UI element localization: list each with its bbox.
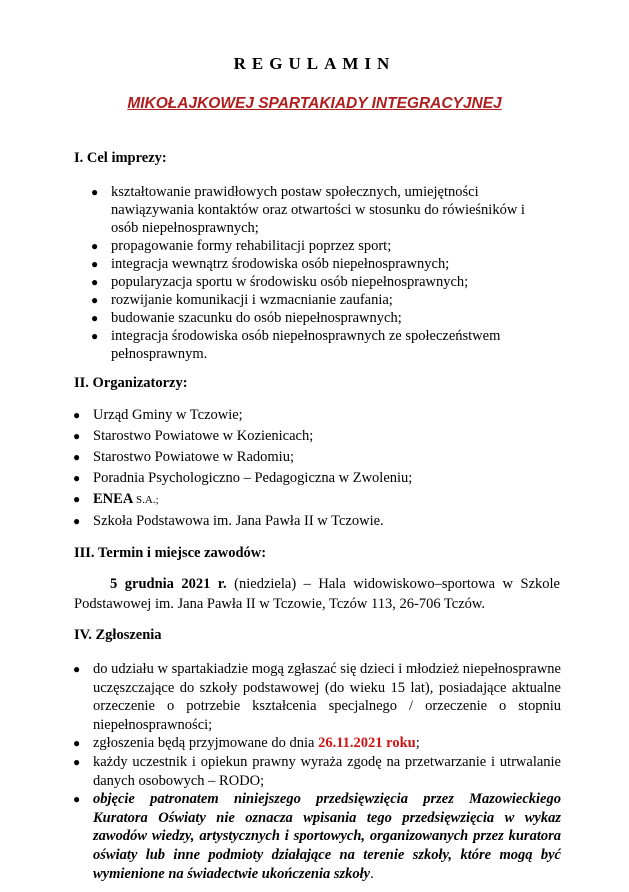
section-heading-organizatorzy: II. Organizatorzy: <box>74 375 188 391</box>
section-heading-cel: I. Cel imprezy: <box>74 150 167 166</box>
bullet-icon: ● <box>73 514 81 528</box>
bullet-icon: ● <box>73 736 81 751</box>
bullet-icon: ● <box>73 492 81 506</box>
list-item: ● budowanie szacunku do osób niepełnosprawnych; <box>91 310 402 326</box>
bullet-icon: ● <box>91 329 99 343</box>
list-item: ● objęcie patronatem niniejszego przedsięwzięcia przez Mazowieckiego Kuratora Oświaty nie oznacza wpisania tego przedsięwzięcia w wykaz zawodów wiedzy, artystycznych i sportowych, organizowanych przez kuratora oświaty lub inne podmioty działające na terenie szkoły, które mogą być wymienione na świadectwie ukończenia szkoły. <box>73 791 561 882</box>
bullet-icon: ● <box>73 792 81 807</box>
event-date: 5 grudnia 2021 r. <box>110 576 227 592</box>
list-item: ● rozwijanie komunikacji i wzmacnianie zaufania; <box>91 292 393 308</box>
event-location: (niedziela) – Hala widowiskowo–sportowa w Szkole Podstawowej im. Jana Pawła II w Tczowie, Tczów 113, 26-706 Tczów. <box>74 576 560 612</box>
bullet-icon: ● <box>73 408 81 422</box>
bullet-icon: ● <box>73 429 81 443</box>
patronage-note: objęcie patronatem niniejszego przedsięwzięcia przez Mazowieckiego Kuratora Oświaty nie oznacza wpisania tego przedsięwzięcia w wykaz zawodów wiedzy, artystycznych i sportowych, organizowanych przez kuratora oświaty lub inne podmioty działające na terenie szkoły, które mogą być wymienione na świadectwie ukończenia szkoły <box>93 791 561 882</box>
document-subtitle: MIKOŁAJKOWEJ SPARTAKIADY INTEGRACYJNEJ <box>127 95 502 112</box>
bullet-icon: ● <box>73 450 81 464</box>
bullet-icon: ● <box>91 257 99 271</box>
termin-paragraph <box>74 574 560 614</box>
list-item <box>73 489 533 511</box>
list-item: ● Poradnia Psychologiczno – Pedagogiczna w Zwoleniu; <box>93 468 533 489</box>
list-item: ● zgłoszenia będą przyjmowane do dnia 26.11.2021 roku; <box>73 735 420 752</box>
bullet-icon: ● <box>91 185 99 199</box>
list-item: ● integracja wewnątrz środowiska osób niepełnosprawnych; <box>91 256 450 272</box>
list-item: ● Urząd Gminy w Tczowie; <box>93 405 533 426</box>
list-item: ● kształtowanie prawidłowych postaw społecznych, umiejętności nawiązywania kontaktów oraz otwartości w stosunku do rówieśników i osób niepełnosprawnych; <box>91 184 525 236</box>
bullet-icon: ● <box>91 239 99 253</box>
cel-list <box>91 183 551 363</box>
list-item: ● każdy uczestnik i opiekun prawny wyraża zgodę na przetwarzanie i utrwalanie danych osobowych – RODO; <box>73 753 561 789</box>
bullet-icon: ● <box>91 293 99 307</box>
document-title: REGULAMIN <box>233 54 396 73</box>
list-item: ● popularyzacja sportu w środowisku osób niepełnosprawnych; <box>91 274 469 290</box>
section-heading-termin: III. Termin i miejsce zawodów: <box>74 545 267 561</box>
bullet-icon: ● <box>73 471 81 485</box>
bullet-icon: ● <box>91 275 99 289</box>
zgloszenia-list <box>73 660 561 883</box>
enea-suffix: S.A.; <box>133 494 159 506</box>
list-item: ● integracja środowiska osób niepełnosprawnych ze społeczeństwem pełnosprawnym. <box>91 328 501 362</box>
section-heading-zgloszenia: IV. Zgłoszenia <box>74 627 162 643</box>
organizatorzy-list <box>73 405 533 532</box>
bullet-icon: ● <box>91 311 99 325</box>
list-item: ● do udziału w spartakiadzie mogą zgłaszać się dzieci i młodzież niepełnosprawne uczęszczające do szkoły podstawowej (do wieku 15 lat), posiadające aktualne orzeczenie o potrzebie kształcenia specjalnego / orzeczenie o stopniu niepełnosprawności; <box>73 661 561 733</box>
enea-name: ENEA <box>93 491 134 507</box>
list-item: ● propagowanie formy rehabilitacji poprzez sport; <box>91 238 392 254</box>
deadline-date: 26.11.2021 roku <box>318 735 416 752</box>
bullet-icon: ● <box>73 754 81 769</box>
list-item: ● Szkoła Podstawowa im. Jana Pawła II w Tczowie. <box>93 511 533 532</box>
list-item: ● Starostwo Powiatowe w Kozienicach; <box>93 426 533 447</box>
bullet-icon: ● <box>73 662 81 676</box>
list-item: ● Starostwo Powiatowe w Radomiu; <box>93 447 533 468</box>
